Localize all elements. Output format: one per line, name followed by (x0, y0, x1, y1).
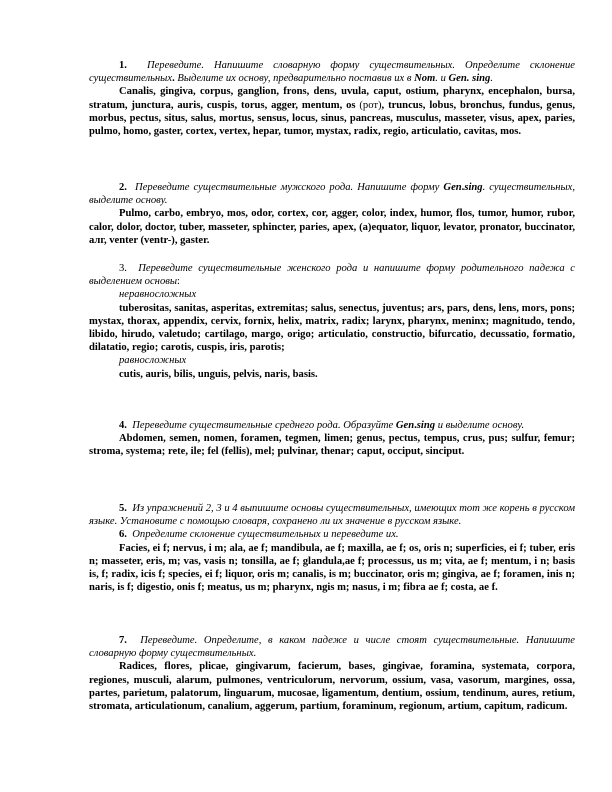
exercise-2-words: Pulmo, carbo, embryo, mos, odor, cortex, cor, agger, color, index, humor, flos, tumor, humor, rubor, calor, dolor, doctor, tuber, masseter, sphincter, paries, apex, (a)equator, liquor, levator, pronator, buccinator, алг, venter (ventr-), gaster. (89, 208, 575, 246)
task-text: Переведите. Напишите словарную форму существительных. Определите склонение существительных (89, 60, 576, 85)
word-list: , truncus, lobus, bronchus, fundus, genus, morbus, pectus, situs, salus, mortus, sensus, locus, sinus, pancreas, musculus, masseter, visus, apex, paries, pulmo, homo, gaster, cortex, vertex, hepar, tumor, mystax, radix, regio, articulatio, cavitas, mos. (89, 99, 575, 138)
task-text: Переведите существительные среднего рода. Образуйте (132, 420, 396, 431)
exercise-7-words: Radices, flores, plicae, gingivarum, facierum, bases, gingivae, foramina, systemata, corpora, regiones, musculi, alarum, pulmones, ventriculorum, nervorum, ossium, vasa, vasorum, margines, ossa, partes, parietum, palatorum, linguarum, mucosae, ligamentum, dentium, ossium, tendinum, aures, retium, stromata, articulationum, canalium, aggerum, partium, foraminum, regionum, artium, capitum, radicum. (89, 661, 575, 713)
exercise-6-task (89, 528, 575, 541)
task-text: . (490, 73, 493, 85)
task-text: Из упражнений 2, 3 и 4 выпишите основы существительных, имеющих тот же корень в русском языке. Установите с помощью словаря, сохранено ли их значение в русском языке. (89, 503, 576, 528)
task-text: : (177, 276, 180, 288)
exercise-5-task (89, 502, 575, 528)
exercise-number: 5. (119, 503, 127, 514)
case-form: sing (464, 182, 483, 193)
exercise-4-words: Abdomen, semen, nomen, foramen, tegmen, limen; genus, pectus, tempus, crus, pus; sulfur, femur; stroma, systema; rete, ile; fel (fellis), mel; pulvinar, thenar; caput, occiput, sinciput. (89, 433, 575, 458)
exercise-3-words-equal: cutis, auris, bilis, unguis, pelvis, naris, basis. (119, 368, 318, 380)
exercise-7-task (89, 634, 575, 660)
task-text: Переведите. Определите, в каком падеже и числе стоят существительные. Напишите словарную форму существительных. (89, 635, 576, 660)
subheading-unequal-syllable: неравносложных (119, 289, 197, 301)
exercise-4 (89, 419, 575, 459)
exercise-1 (89, 59, 575, 138)
exercise-4-task (89, 419, 575, 432)
task-text: Переведите существительные мужского рода. Напишите форму (135, 182, 444, 193)
case-form: sing (416, 420, 436, 431)
case-form: . (414, 420, 417, 431)
exercise-3 (89, 262, 575, 381)
exercise-5-6 (89, 502, 575, 594)
case-form: Gen (395, 420, 415, 431)
task-text: . (172, 73, 175, 85)
word-note: (рот) (359, 99, 382, 111)
task-text: . существительных, выделите основу. (89, 182, 576, 207)
exercise-number: 6. (119, 529, 127, 541)
exercise-number: 4. (119, 420, 127, 431)
exercise-7 (89, 634, 575, 713)
exercise-number: 2. (119, 182, 127, 193)
exercise-2 (89, 181, 575, 247)
case-form: . (461, 182, 465, 193)
task-text: Определите склонение существительных и переведите их. (132, 529, 399, 541)
case-form: Gen. sing (448, 73, 491, 85)
word-list: Canalis, gingiva, corpus, ganglion, frons, dens, uvula, caput, ostium, pharynx, encephalon, bursa, stratum, junctura, auris, cuspis, torus, agger, mentum, os (89, 86, 575, 111)
exercise-number: 7. (119, 635, 127, 646)
exercise-2-task (89, 181, 575, 207)
task-text: . и (435, 73, 449, 85)
exercise-1-words (89, 85, 575, 138)
exercise-3-words-unequal: tuberositas, sanitas, asperitas, extremitas; salus, senectus, juventus; ars, pars, dens, lens, mors, pons; mystax, thorax, appendix, cervix, fornix, helix, matrix, radix; larynx, pharynx, meninx; magnitudo, tendo, libido, hirudo, valetudo; cartilago, margo, origo; articulatio, constructio, bifurcatio, decussatio, formatio, dilatatio, regio; carotis, cuspis, iris, parotis; (89, 302, 575, 354)
task-text: и выделите основу. (435, 420, 525, 431)
task-text: Выделите их основу, предварительно поставив их в (174, 73, 415, 85)
exercise-3-task (89, 262, 575, 288)
case-form: Gen (443, 182, 462, 193)
exercise-number: 1. (119, 60, 127, 71)
exercise-number: 3 (119, 263, 125, 274)
exercise-1-task (89, 59, 575, 85)
exercise-6-words: Facies, ei f; nervus, i m; ala, ae f; mandibula, ae f; maxilla, ae f; os, oris n; superficies, ei f; tuber, eris n; masseter, eris, m; vas, vasis n; tonsilla, ae f; glandula,ae f; processus, us m; vita, ae f; mentum, i n; basis is, f; radix, icis f; species, ei f; liquor, oris m; canalis, is m; buccinator, oris m; gingiva, ae f; foramen, inis n; naris, is f; digestio, onis f; meatus, us m; pharynx, ngis m; nasus, i m; fibra ae f; costa, ae f. (89, 542, 575, 594)
case-form: Nom (414, 73, 436, 85)
exercise-number: . (124, 263, 127, 274)
subheading-equal-syllable: равносложных (119, 355, 187, 367)
task-text: Переведите существительные женского рода и напишите форму родительного падежа с выделением основы (89, 263, 575, 288)
